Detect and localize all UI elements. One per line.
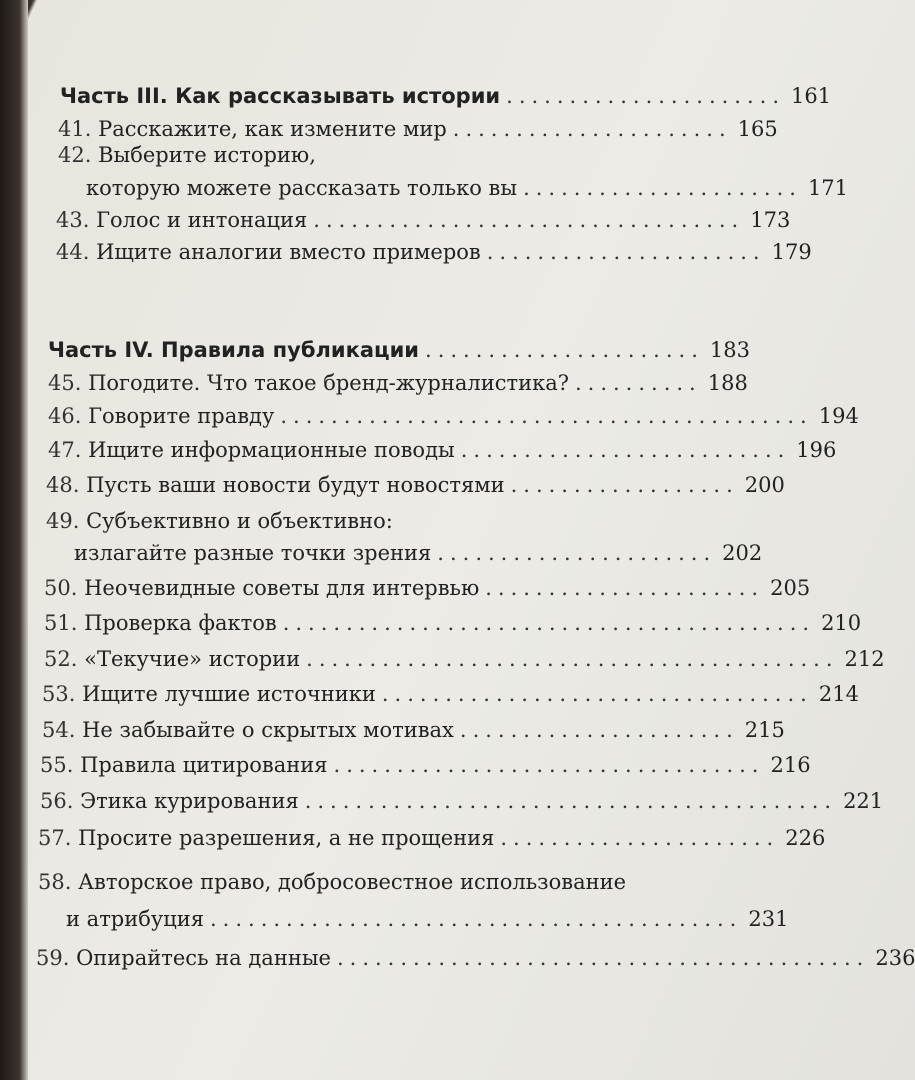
entry-title: Ищите лучшие источники	[82, 682, 376, 706]
toc-entry	[38, 822, 826, 854]
page-number: 236	[875, 946, 915, 970]
leader-dots: ..........................................	[282, 611, 816, 635]
toc-entry	[42, 714, 785, 746]
entry-title: Ищите информационные поводы	[88, 438, 455, 462]
entry-number: 52.	[44, 647, 78, 671]
entry-title: Выберите историю,	[98, 143, 316, 167]
page-number: 214	[818, 682, 859, 706]
toc-entry	[44, 643, 885, 675]
entry-number: 57.	[38, 826, 72, 850]
toc-entry-continuation	[86, 172, 849, 204]
entry-number: 58.	[38, 870, 72, 894]
leader-dots: ......................	[452, 117, 732, 141]
page-number: 173	[750, 208, 791, 232]
page-number: 183	[709, 338, 750, 362]
entry-number: 44.	[56, 240, 90, 264]
leader-dots: ..........................................	[280, 404, 813, 428]
entry-number: 59.	[36, 946, 70, 970]
entry-title: Проверка фактов	[84, 611, 277, 635]
page-number: 221	[843, 789, 884, 813]
page-number: 161	[791, 84, 832, 108]
leader-dots: ..........................	[460, 438, 791, 462]
entry-number: 48.	[46, 473, 80, 497]
toc-entry	[38, 866, 728, 898]
entry-title: Опирайтесь на данные	[76, 946, 331, 970]
toc-entry-continuation	[66, 903, 789, 935]
entry-number: 41.	[58, 117, 92, 141]
toc-entry	[44, 607, 862, 639]
leader-dots: ..................................	[333, 753, 765, 777]
entry-title-continuation: которую можете рассказать только вы	[86, 176, 518, 200]
entry-number: 50.	[44, 576, 78, 600]
toc-entry	[44, 572, 811, 604]
entry-title: Пусть ваши новости будут новостями	[86, 473, 505, 497]
leader-dots: ..........................................	[304, 789, 838, 813]
toc-entry	[36, 942, 915, 974]
toc-entry	[48, 400, 859, 432]
leader-dots: ..........................................	[306, 647, 839, 671]
entry-number: 43.	[56, 208, 90, 232]
entry-title: Расскажите, как измените мир	[98, 117, 447, 141]
page-number: 212	[844, 647, 885, 671]
leader-dots: ..........................................	[336, 946, 870, 970]
entry-title: Говорите правду	[88, 404, 275, 428]
page-number: 205	[770, 576, 811, 600]
toc-entry	[56, 236, 812, 268]
toc-entry	[40, 749, 811, 781]
entry-title: Погодите. Что такое бренд-журналистика?	[88, 371, 569, 395]
page-number: 165	[737, 117, 778, 141]
leader-dots: ..........	[574, 371, 702, 395]
page-number: 188	[707, 371, 748, 395]
part-heading	[60, 80, 832, 112]
entry-title: Правила цитирования	[80, 753, 328, 777]
toc-entry	[48, 434, 837, 466]
leader-dots: ......................	[459, 718, 739, 742]
page-number: 226	[785, 826, 826, 850]
entry-title: Голос и интонация	[96, 208, 308, 232]
leader-dots: ......................	[500, 826, 780, 850]
page-number: 200	[744, 473, 785, 497]
leader-dots: ......................	[437, 541, 717, 565]
toc-entry	[56, 204, 791, 236]
entry-number: 42.	[58, 143, 92, 167]
entry-title-continuation: излагайте разные точки зрения	[74, 541, 432, 565]
entry-number: 53.	[42, 682, 76, 706]
page-number: 202	[722, 541, 763, 565]
part-title: Часть IV. Правила публикации	[48, 338, 420, 362]
toc-entry	[40, 785, 884, 817]
leader-dots: ..................................	[381, 682, 813, 706]
entry-number: 51.	[44, 611, 78, 635]
entry-number: 56.	[40, 789, 74, 813]
entry-title: Субъективно и объективно:	[86, 509, 393, 533]
entry-title: Ищите аналогии вместо примеров	[96, 240, 481, 264]
toc-entry	[46, 505, 708, 537]
leader-dots: ..........................................	[210, 907, 743, 931]
page-number: 210	[821, 611, 862, 635]
entry-title: Просите разрешения, а не прощения	[78, 826, 495, 850]
toc-entry	[48, 367, 748, 399]
page-number: 216	[770, 753, 811, 777]
entry-number: 55.	[40, 753, 74, 777]
leader-dots: ......................	[506, 84, 785, 108]
entry-title: Не забывайте о скрытых мотивах	[82, 718, 454, 742]
part-title: Часть III. Как рассказывать истории	[60, 84, 501, 108]
book-spine	[0, 0, 28, 1080]
entry-number: 46.	[48, 404, 82, 428]
entry-number: 47.	[48, 438, 82, 462]
leader-dots: ......................	[523, 176, 802, 200]
page-number: 215	[744, 718, 785, 742]
leader-dots: ......................	[485, 576, 765, 600]
part-heading	[48, 334, 750, 366]
entry-title: Неочевидные советы для интервью	[84, 576, 480, 600]
toc-entry	[46, 469, 785, 501]
leader-dots: ......................	[486, 240, 766, 264]
page-number: 194	[818, 404, 859, 428]
entry-title: «Текучие» истории	[84, 647, 301, 671]
entry-number: 54.	[42, 718, 76, 742]
entry-number: 49.	[46, 509, 80, 533]
toc-entry-continuation	[74, 537, 763, 569]
page-number: 179	[771, 240, 812, 264]
leader-dots: ..................................	[313, 208, 745, 232]
leader-dots: ......................	[425, 338, 704, 362]
leader-dots: ..................	[510, 473, 739, 497]
entry-title: Этика курирования	[80, 789, 299, 813]
page-number: 196	[796, 438, 837, 462]
entry-title: Авторское право, добросовестное использование	[78, 870, 627, 894]
toc-entry	[58, 139, 688, 171]
page-number: 231	[748, 907, 789, 931]
entry-title-continuation: и атрибуция	[66, 907, 204, 931]
entry-number: 45.	[48, 371, 82, 395]
toc-entry	[42, 678, 859, 710]
page-number: 171	[807, 176, 849, 200]
